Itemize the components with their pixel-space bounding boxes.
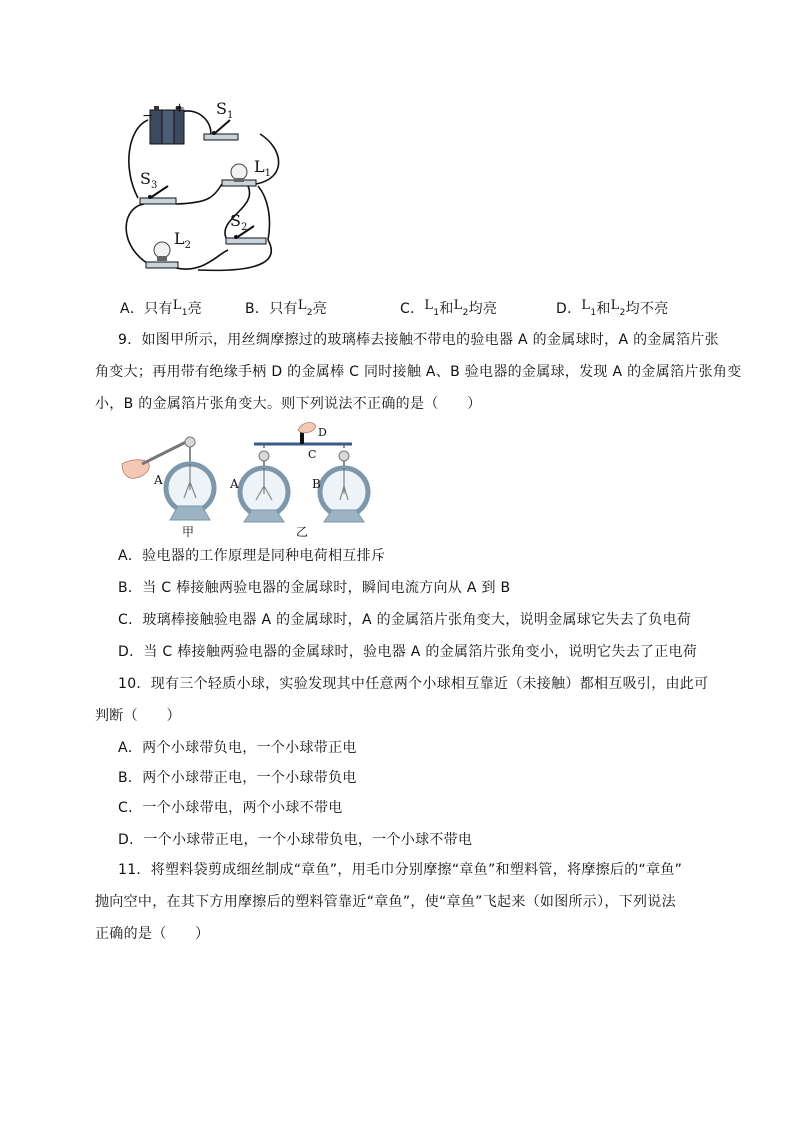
- q10-stem-line1: 10．现有三个轻质小球，实验发现其中任意两个小球相互靠近（未接触）都相互吸引，由此可: [118, 676, 709, 692]
- battery-minus-sign: −: [142, 108, 154, 124]
- l1-label: L: [254, 157, 265, 176]
- q10-option-c: C．一个小球带电，两个小球不带电: [118, 800, 343, 816]
- q8-option-d-prefix: D．: [556, 301, 582, 317]
- q8-option-d-suffix: 均不亮: [625, 301, 669, 317]
- q8-option-c: [400, 296, 497, 323]
- q10-stem-line2: 判断（ ）: [95, 708, 181, 724]
- electroscope-yi-b-label: B: [312, 477, 321, 491]
- s2-subscript: 2: [240, 222, 248, 233]
- svg-text:S2: [230, 211, 247, 233]
- q8-option-c-mid: 和: [439, 301, 454, 317]
- handle-d-label: D: [318, 426, 327, 439]
- q10-option-a: A．两个小球带负电，一个小球带正电: [118, 740, 357, 756]
- q9-option-a: A．验电器的工作原理是同种电荷相互排斥: [118, 548, 386, 564]
- circuit-diagram: [118, 98, 288, 276]
- svg-text:L1: [254, 157, 271, 179]
- s1-label: S: [216, 99, 227, 118]
- circuit-wires: [126, 111, 278, 270]
- q9-stem-line3: 小，B 的金属箔片张角变大。则下列说法不正确的是（ ）: [95, 396, 482, 412]
- q8-option-a-prefix: A．只有: [120, 301, 173, 317]
- q8-option-c-prefix: C．: [400, 301, 425, 317]
- q8-option-c-sub1: 1: [433, 308, 440, 318]
- lamp-l2: [146, 229, 191, 268]
- q9-option-b: B．当 C 棒接触两验电器的金属球时，瞬间电流方向从 A 到 B: [118, 580, 511, 596]
- rod-c-label: C: [308, 448, 317, 461]
- q8-option-c-var1: L: [424, 298, 434, 313]
- q8-option-d-sub2: 2: [619, 308, 626, 318]
- q8-option-a-var: L: [172, 298, 182, 313]
- switch-s2: [226, 211, 266, 244]
- q8-option-d-var1: L: [581, 298, 591, 313]
- q8-option-b: [245, 296, 327, 323]
- q8-option-a-sub: 1: [181, 308, 188, 318]
- q8-option-b-sub: 2: [306, 308, 313, 318]
- electroscope-diagram: [118, 420, 388, 542]
- q10-option-d: D．一个小球带正电，一个小球带负电，一个小球不带电: [118, 832, 473, 848]
- q8-option-c-suffix: 均亮: [468, 301, 498, 317]
- q8-option-c-var2: L: [453, 298, 463, 313]
- s1-subscript: 1: [226, 110, 234, 121]
- q8-option-b-var: L: [297, 298, 307, 313]
- q11-stem-line2: 抛向空中，在其下方用摩擦后的塑料管靠近“章鱼”，使“章鱼”飞起来（如图所示），下列说法: [95, 894, 676, 910]
- q8-option-d: [556, 296, 669, 323]
- electroscope-yi-a-label: A: [230, 477, 239, 491]
- s3-subscript: 3: [150, 180, 158, 191]
- l2-subscript: 2: [184, 240, 191, 251]
- svg-text:S3: [140, 169, 157, 191]
- q9-option-c: C．玻璃棒接触验电器 A 的金属球时，A 的金属箔片张角变大，说明金属球它失去了负电荷: [118, 612, 692, 628]
- battery: [142, 101, 185, 144]
- battery-plus-sign: +: [174, 101, 185, 116]
- q8-option-b-suffix: 亮: [312, 301, 328, 317]
- caption-jia: 甲: [182, 525, 195, 539]
- switch-s1: [204, 99, 238, 140]
- q9-stem-line2: 角变大；再用带有绝缘手柄 D 的金属棒 C 同时接触 A、B 验电器的金属球，发现 A 的金属箔片张角变: [95, 364, 742, 380]
- q8-option-d-var2: L: [610, 298, 620, 313]
- caption-yi: 乙: [296, 525, 309, 539]
- q8-option-a-suffix: 亮: [187, 301, 203, 317]
- l1-subscript: 1: [264, 168, 271, 179]
- electroscope-jia-label: A: [154, 473, 163, 487]
- q9-stem-line1: 9．如图甲所示，用丝绸摩擦过的玻璃棒去接触不带电的验电器 A 的金属球时，A 的金属箔片张: [118, 332, 719, 348]
- q10-option-b: B．两个小球带正电，一个小球带负电: [118, 770, 357, 786]
- q11-stem-line1: 11．将塑料袋剪成细丝制成“章鱼”，用毛巾分别摩擦“章鱼”和塑料管，将摩擦后的“章鱼”: [118, 862, 683, 878]
- svg-text:L2: [174, 229, 191, 251]
- s3-label: S: [140, 169, 151, 188]
- q8-option-d-mid: 和: [596, 301, 611, 317]
- electroscope-yi-b: [296, 444, 368, 539]
- q9-option-d: D．当 C 棒接触两验电器的金属球时，验电器 A 的金属箔片张角变小，说明它失去了正电荷: [118, 644, 698, 660]
- s2-label: S: [230, 211, 241, 230]
- q11-stem-line3: 正确的是（ ）: [95, 926, 210, 942]
- l2-label: L: [174, 229, 185, 248]
- q8-option-d-sub1: 1: [590, 308, 597, 318]
- q8-option-b-prefix: B．只有: [245, 301, 298, 317]
- q8-option-c-sub2: 2: [462, 308, 469, 318]
- switch-s3: [140, 169, 176, 204]
- svg-text:S1: [216, 99, 233, 121]
- electroscope-yi-a: [229, 444, 288, 522]
- q8-option-a: [120, 296, 202, 323]
